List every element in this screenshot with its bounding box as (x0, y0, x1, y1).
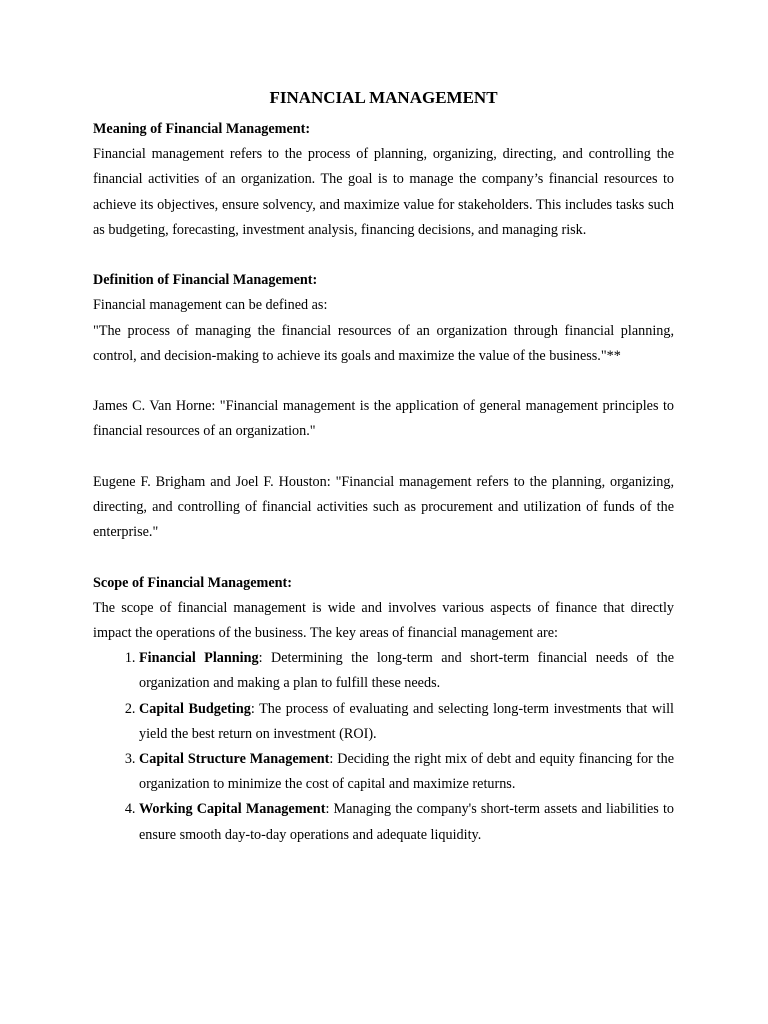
list-item-text: : Determining the long-term and short-term financial needs of the organization and making a plan to fulfill these needs. (139, 650, 674, 692)
list-item (139, 747, 674, 797)
spacer (93, 369, 674, 394)
scope-list (93, 646, 674, 848)
document-title: FINANCIAL MANAGEMENT (269, 88, 498, 107)
definition-heading: Definition of Financial Management: (93, 272, 318, 289)
document-page (93, 86, 674, 848)
meaning-paragraph: Financial management refers to the process of planning, organizing, directing, and controlling the financial activities of an organization. The goal is to manage the company’s financial resources to achieve its objectives, ensure solvency, and maximize value for stakeholders. This includes tasks such as budgeting, forecasting, investment analysis, financing decisions, and managing risk. (93, 146, 674, 238)
list-item-text: : Managing the company's short-term assets and liabilities to ensure smooth day-to-day operations and adequate liquidity. (139, 801, 675, 843)
brigham-houston-definition: Eugene F. Brigham and Joel F. Houston: "Financial management refers to the planning, organizing, directing, and controlling of financial activities such as procurement and utilization of funds of the enterprise." (93, 473, 674, 541)
definition-intro: Financial management can be defined as: (93, 297, 328, 314)
van-horne-definition: James C. Van Horne: "Financial management is the application of general management principles to financial resources of an organization." (93, 398, 674, 440)
list-item-text: : The process of evaluating and selecting long-term investments that will yield the best return on investment (ROI). (139, 700, 675, 742)
list-item-text: : Deciding the right mix of debt and equity financing for the organization to minimize the cost of capital and maximize returns. (139, 751, 675, 793)
list-item-term: Capital Budgeting (139, 700, 251, 717)
scope-intro: The scope of financial management is wide and involves various aspects of finance that directly impact the operations of the business. The key areas of financial management are: (93, 599, 674, 641)
spacer (93, 243, 674, 268)
list-item-term: Financial Planning (139, 650, 259, 667)
list-item-term: Working Capital Management (139, 801, 326, 818)
definition-quote: "The process of managing the financial resources of an organization through financial planning, control, and decision-making to achieve its goals and maximize the value of the business."** (93, 322, 674, 364)
list-item (139, 797, 674, 847)
meaning-heading: Meaning of Financial Management: (93, 121, 311, 137)
list-item (139, 646, 674, 696)
list-item-term: Capital Structure Management (139, 751, 330, 768)
spacer (93, 545, 674, 570)
spacer (93, 445, 674, 470)
list-item (139, 697, 674, 747)
scope-heading: Scope of Financial Management: (93, 574, 292, 591)
